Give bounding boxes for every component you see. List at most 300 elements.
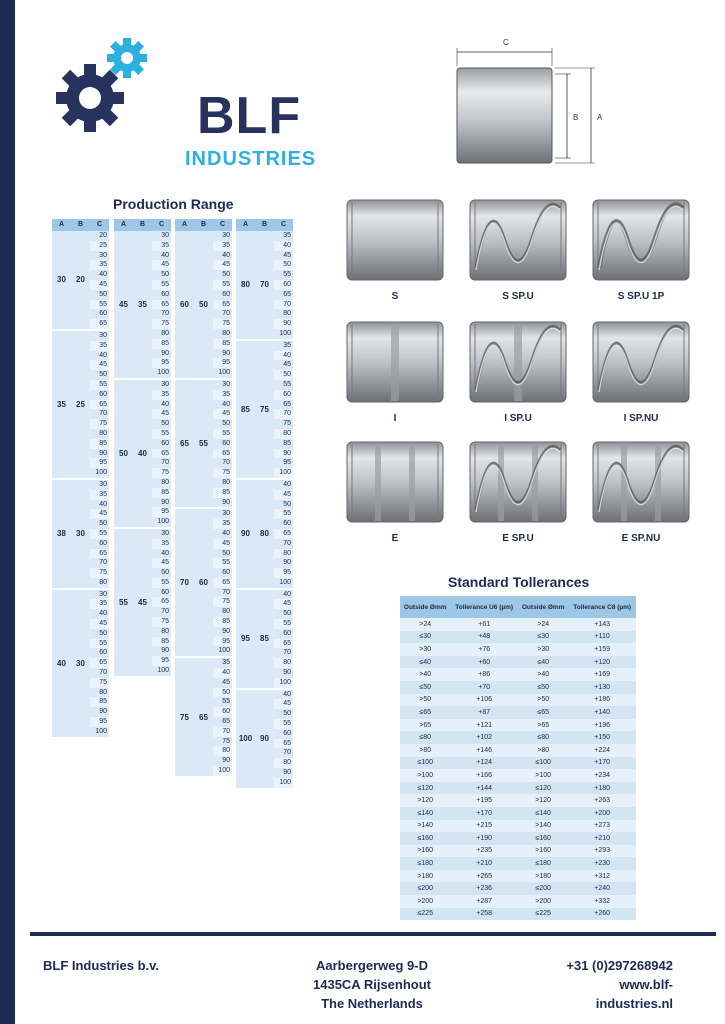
range-c-value: 75 [152,468,171,478]
range-header-cell: A [242,221,249,228]
range-b-value: 30 [76,529,85,539]
range-c-value: 55 [90,639,109,649]
footer-website[interactable]: www.blf-industries.nl [595,977,673,1011]
range-c-values [274,480,293,588]
range-c-value: 55 [274,619,293,629]
table-cell: +120 [568,656,636,669]
table-cell: ≤40 [400,656,450,669]
range-c-value: 90 [152,646,171,656]
table-cell: +102 [450,731,518,744]
range-c-values [152,529,171,676]
table-cell: +195 [450,794,518,807]
table-cell: ≤100 [400,757,450,770]
range-b-value: 60 [199,578,208,588]
range-group [114,231,171,380]
range-c-value: 50 [90,370,109,380]
table-cell: >24 [518,618,568,631]
range-c-value: 60 [274,729,293,739]
range-c-values [213,380,232,507]
range-column [236,219,293,790]
range-c-value: 50 [152,568,171,578]
table-cell: +143 [568,618,636,631]
range-c-values [274,590,293,688]
range-c-value: 80 [90,578,109,588]
range-c-value: 95 [90,717,109,727]
range-c-value: 95 [152,507,171,517]
range-b-value: 90 [260,734,269,744]
range-c-value: 75 [152,617,171,627]
table-cell: >80 [400,744,450,757]
range-c-value: 75 [213,597,232,607]
table-row [400,757,636,770]
range-c-value: 70 [152,309,171,319]
range-c-value: 60 [152,290,171,300]
range-ab-cell [175,231,213,378]
table-cell: +170 [450,807,518,820]
range-c-value: 55 [90,380,109,390]
range-header-cell: A [58,221,65,228]
table-cell: +169 [568,668,636,681]
tol-header-outside-2: Outside Ømm [518,596,568,618]
range-c-value: 100 [274,468,293,478]
range-c-value: 100 [152,517,171,527]
range-c-value: 65 [274,739,293,749]
range-c-value: 50 [152,270,171,280]
range-c-value: 40 [152,400,171,410]
table-cell: ≤30 [518,631,568,644]
table-cell: ≤65 [400,706,450,719]
table-cell: >24 [400,618,450,631]
table-cell: +312 [568,870,636,883]
bushing-image [468,320,568,406]
range-c-value: 45 [213,539,232,549]
table-cell: >140 [400,820,450,833]
range-a-value: 70 [180,578,189,588]
table-cell: ≤50 [400,681,450,694]
range-c-value: 65 [274,400,293,410]
dim-label-b: B [573,113,579,122]
range-header [236,219,293,231]
range-c-value: 40 [213,529,232,539]
range-c-value: 70 [274,648,293,658]
range-b-value: 20 [76,275,85,285]
range-c-value: 80 [274,758,293,768]
range-ab-cell [114,380,152,527]
bushing-image [345,440,445,526]
table-cell: ≤120 [400,782,450,795]
table-cell: ≤225 [400,908,450,921]
range-c-value: 55 [90,529,109,539]
bushing-label: I SP.NU [623,413,659,424]
range-c-value: 70 [213,309,232,319]
range-header-cell: C [158,221,165,228]
table-cell: +332 [568,895,636,908]
range-c-value: 70 [274,748,293,758]
footer-address-line2: 1435CA Rijsenhout [313,977,431,992]
table-cell: +287 [450,895,518,908]
range-ab-cell [52,590,90,737]
table-cell: ≤160 [518,832,568,845]
range-group [52,231,109,331]
bushing-label: S SP.U 1P [617,291,665,302]
range-c-value: 40 [213,400,232,410]
range-c-value: 50 [90,629,109,639]
range-c-value: 85 [90,439,109,449]
range-c-value: 100 [90,468,109,478]
table-cell: +86 [450,668,518,681]
range-c-value: 50 [274,609,293,619]
table-row [400,744,636,757]
bushing-item [591,198,691,303]
range-c-value: 30 [213,231,232,241]
table-row [400,857,636,870]
range-c-value: 45 [213,409,232,419]
range-group [236,341,293,480]
range-c-value: 40 [274,690,293,700]
range-a-value: 40 [57,658,66,668]
range-c-value: 65 [152,597,171,607]
table-cell: +60 [450,656,518,669]
left-accent-bar [0,0,15,1024]
range-c-value: 100 [213,766,232,776]
bushing-item [591,320,691,425]
range-ab-cell [52,331,90,478]
table-cell: +236 [450,882,518,895]
table-cell: ≤80 [518,731,568,744]
range-c-value: 85 [213,339,232,349]
range-c-value: 55 [274,380,293,390]
range-ab-cell [236,341,274,478]
range-header-cell: B [77,221,84,228]
range-c-value: 65 [152,300,171,310]
table-cell: >160 [518,845,568,858]
range-c-value: 70 [152,458,171,468]
range-c-value: 75 [213,468,232,478]
range-c-value: 40 [152,549,171,559]
range-ab-cell [52,480,90,588]
table-cell: +234 [568,769,636,782]
range-c-value: 35 [213,390,232,400]
footer-address-line3: The Netherlands [321,996,423,1011]
range-c-value: 40 [90,351,109,361]
table-cell: +293 [568,845,636,858]
range-c-values [274,690,293,788]
bushing-image [591,440,691,526]
table-cell: +87 [450,706,518,719]
range-header-cell: B [139,221,146,228]
dim-label-c: C [503,38,509,47]
range-b-value: 85 [260,634,269,644]
range-c-value: 35 [90,490,109,500]
bushing-image [468,198,568,284]
table-row [400,807,636,820]
dimension-diagram [445,36,625,171]
range-c-value: 45 [213,260,232,270]
table-cell: +263 [568,794,636,807]
range-c-value: 85 [213,617,232,627]
range-a-value: 90 [241,529,250,539]
range-header-cell: C [280,221,287,228]
range-c-value: 65 [90,549,109,559]
range-c-value: 65 [90,319,109,329]
range-c-value: 55 [274,270,293,280]
range-c-value: 75 [90,678,109,688]
range-c-value: 80 [274,429,293,439]
range-c-value: 35 [90,341,109,351]
table-cell: ≤180 [400,857,450,870]
table-cell: >65 [400,719,450,732]
range-c-value: 65 [152,449,171,459]
table-cell: >30 [400,643,450,656]
range-header [114,219,171,231]
range-c-value: 80 [152,478,171,488]
range-b-value: 50 [199,299,208,309]
bushing-label: S SP.U [502,291,534,302]
table-row [400,832,636,845]
range-c-value: 85 [213,488,232,498]
range-c-value: 60 [90,539,109,549]
range-b-value: 25 [76,399,85,409]
range-group [114,380,171,529]
range-ab-cell [52,231,90,329]
logo-subtitle: INDUSTRIES [185,148,317,170]
table-cell: +230 [568,857,636,870]
range-c-value: 55 [213,558,232,568]
table-cell: +210 [450,857,518,870]
range-c-value: 90 [213,349,232,359]
table-cell: >65 [518,719,568,732]
range-group [175,658,232,778]
range-c-value: 100 [152,666,171,676]
table-cell: ≤160 [400,832,450,845]
range-c-value: 90 [90,707,109,717]
footer-address [302,956,442,1013]
bushing-item [345,440,445,545]
range-c-values [274,231,293,339]
range-column [52,219,109,739]
range-c-values [213,658,232,776]
production-range-title: Production Range [113,196,234,212]
table-cell: +166 [450,769,518,782]
range-c-value: 90 [274,449,293,459]
table-cell: ≤180 [518,857,568,870]
range-c-value: 30 [213,380,232,390]
tol-header-u6: Tollerance U6 (µm) [450,596,518,618]
bushing-image [591,198,691,284]
range-ab-cell [114,529,152,676]
table-cell: +260 [568,908,636,921]
range-c-value: 95 [152,656,171,666]
table-cell: >40 [518,668,568,681]
range-b-value: 70 [260,280,269,290]
range-c-value: 50 [274,260,293,270]
range-c-value: 40 [274,241,293,251]
range-c-value: 85 [90,697,109,707]
table-cell: +70 [450,681,518,694]
range-c-value: 100 [274,778,293,788]
range-c-value: 80 [274,658,293,668]
range-c-value: 50 [213,688,232,698]
range-ab-cell [236,690,274,788]
table-cell: +150 [568,731,636,744]
range-b-value: 80 [260,529,269,539]
table-cell: ≤100 [518,757,568,770]
range-header-cell: C [96,221,103,228]
footer-address-line1: Aarbergerweg 9-D [316,958,428,973]
table-cell: +146 [450,744,518,757]
table-cell: >100 [400,769,450,782]
range-c-value: 80 [213,478,232,488]
range-c-value: 50 [213,549,232,559]
range-c-value: 45 [274,251,293,261]
range-b-value: 35 [138,299,147,309]
range-b-value: 65 [199,712,208,722]
table-cell: +159 [568,643,636,656]
range-c-value: 80 [90,429,109,439]
bushing-label: I SP.U [504,413,532,424]
table-cell: +196 [568,719,636,732]
range-b-value: 40 [138,448,147,458]
range-header-cell: A [181,221,188,228]
range-ab-cell [114,231,152,378]
bushing-item [345,198,445,303]
range-c-value: 30 [152,231,171,241]
table-row [400,895,636,908]
range-c-value: 35 [213,658,232,668]
range-c-value: 55 [213,429,232,439]
range-c-value: 35 [152,390,171,400]
table-cell: +140 [568,706,636,719]
table-cell: ≤225 [518,908,568,921]
range-c-value: 25 [90,241,109,251]
range-c-value: 40 [90,609,109,619]
range-c-value: 50 [90,290,109,300]
dim-label-a: A [597,113,603,122]
table-cell: +258 [450,908,518,921]
table-cell: >30 [518,643,568,656]
range-header-cell: B [261,221,268,228]
table-cell: >180 [518,870,568,883]
bushing-label: E SP.U [502,533,534,544]
range-c-value: 90 [213,627,232,637]
table-cell: >140 [518,820,568,833]
range-a-value: 50 [119,448,128,458]
range-c-value: 65 [213,717,232,727]
table-cell: +235 [450,845,518,858]
table-cell: +180 [568,782,636,795]
range-c-value: 55 [213,697,232,707]
table-row [400,769,636,782]
tolerance-table [400,596,636,920]
table-cell: +200 [568,807,636,820]
range-c-value: 35 [274,341,293,351]
range-c-value: 95 [213,358,232,368]
range-c-value: 85 [152,488,171,498]
range-group [175,231,232,380]
table-cell: >100 [518,769,568,782]
bushing-image [468,440,568,526]
table-row [400,681,636,694]
range-c-values [213,231,232,378]
table-cell: +110 [568,631,636,644]
range-c-value: 45 [90,509,109,519]
range-header [175,219,232,231]
range-a-value: 100 [238,734,253,744]
range-ab-cell [236,231,274,339]
table-row [400,694,636,707]
range-c-value: 70 [152,607,171,617]
range-c-value: 90 [274,768,293,778]
range-c-value: 40 [274,480,293,490]
range-c-value: 75 [274,419,293,429]
range-b-value: 45 [138,597,147,607]
range-c-value: 40 [152,251,171,261]
range-c-value: 35 [213,241,232,251]
range-c-values [90,480,109,588]
range-a-value: 65 [180,439,189,449]
range-c-value: 95 [274,568,293,578]
range-c-values [90,590,109,737]
range-c-value: 55 [152,280,171,290]
range-c-value: 70 [274,300,293,310]
range-c-value: 65 [90,658,109,668]
range-group [52,590,109,739]
range-c-value: 35 [152,539,171,549]
table-row [400,908,636,921]
table-row [400,794,636,807]
range-c-value: 80 [274,309,293,319]
range-header [52,219,109,231]
range-c-value: 40 [213,668,232,678]
range-c-value: 75 [90,568,109,578]
range-a-value: 60 [180,299,189,309]
tol-header-outside-1: Outside Ømm [400,596,450,618]
tol-header-c8: Tollerance C8 (µm) [568,596,636,618]
range-c-value: 65 [274,529,293,539]
range-c-value: 45 [152,409,171,419]
range-c-value: 60 [152,588,171,598]
table-cell: >180 [400,870,450,883]
range-c-value: 40 [274,590,293,600]
table-cell: +240 [568,882,636,895]
bushing-item [345,320,445,425]
range-ab-cell [236,480,274,588]
range-c-value: 90 [152,349,171,359]
table-row [400,706,636,719]
range-c-values [274,341,293,478]
range-c-value: 65 [213,449,232,459]
table-row [400,870,636,883]
table-row [400,882,636,895]
range-c-value: 80 [213,746,232,756]
range-ab-cell [175,380,213,507]
range-c-value: 60 [213,707,232,717]
range-c-value: 95 [152,358,171,368]
table-cell: ≤80 [400,731,450,744]
range-c-value: 35 [274,231,293,241]
range-ab-cell [236,590,274,688]
range-c-value: 100 [274,678,293,688]
range-c-value: 50 [213,270,232,280]
range-c-value: 60 [213,290,232,300]
range-a-value: 95 [241,634,250,644]
range-a-value: 75 [180,712,189,722]
range-a-value: 80 [241,280,250,290]
range-c-value: 55 [274,509,293,519]
range-c-value: 60 [274,629,293,639]
range-c-value: 60 [152,439,171,449]
footer-contact [543,956,673,1013]
